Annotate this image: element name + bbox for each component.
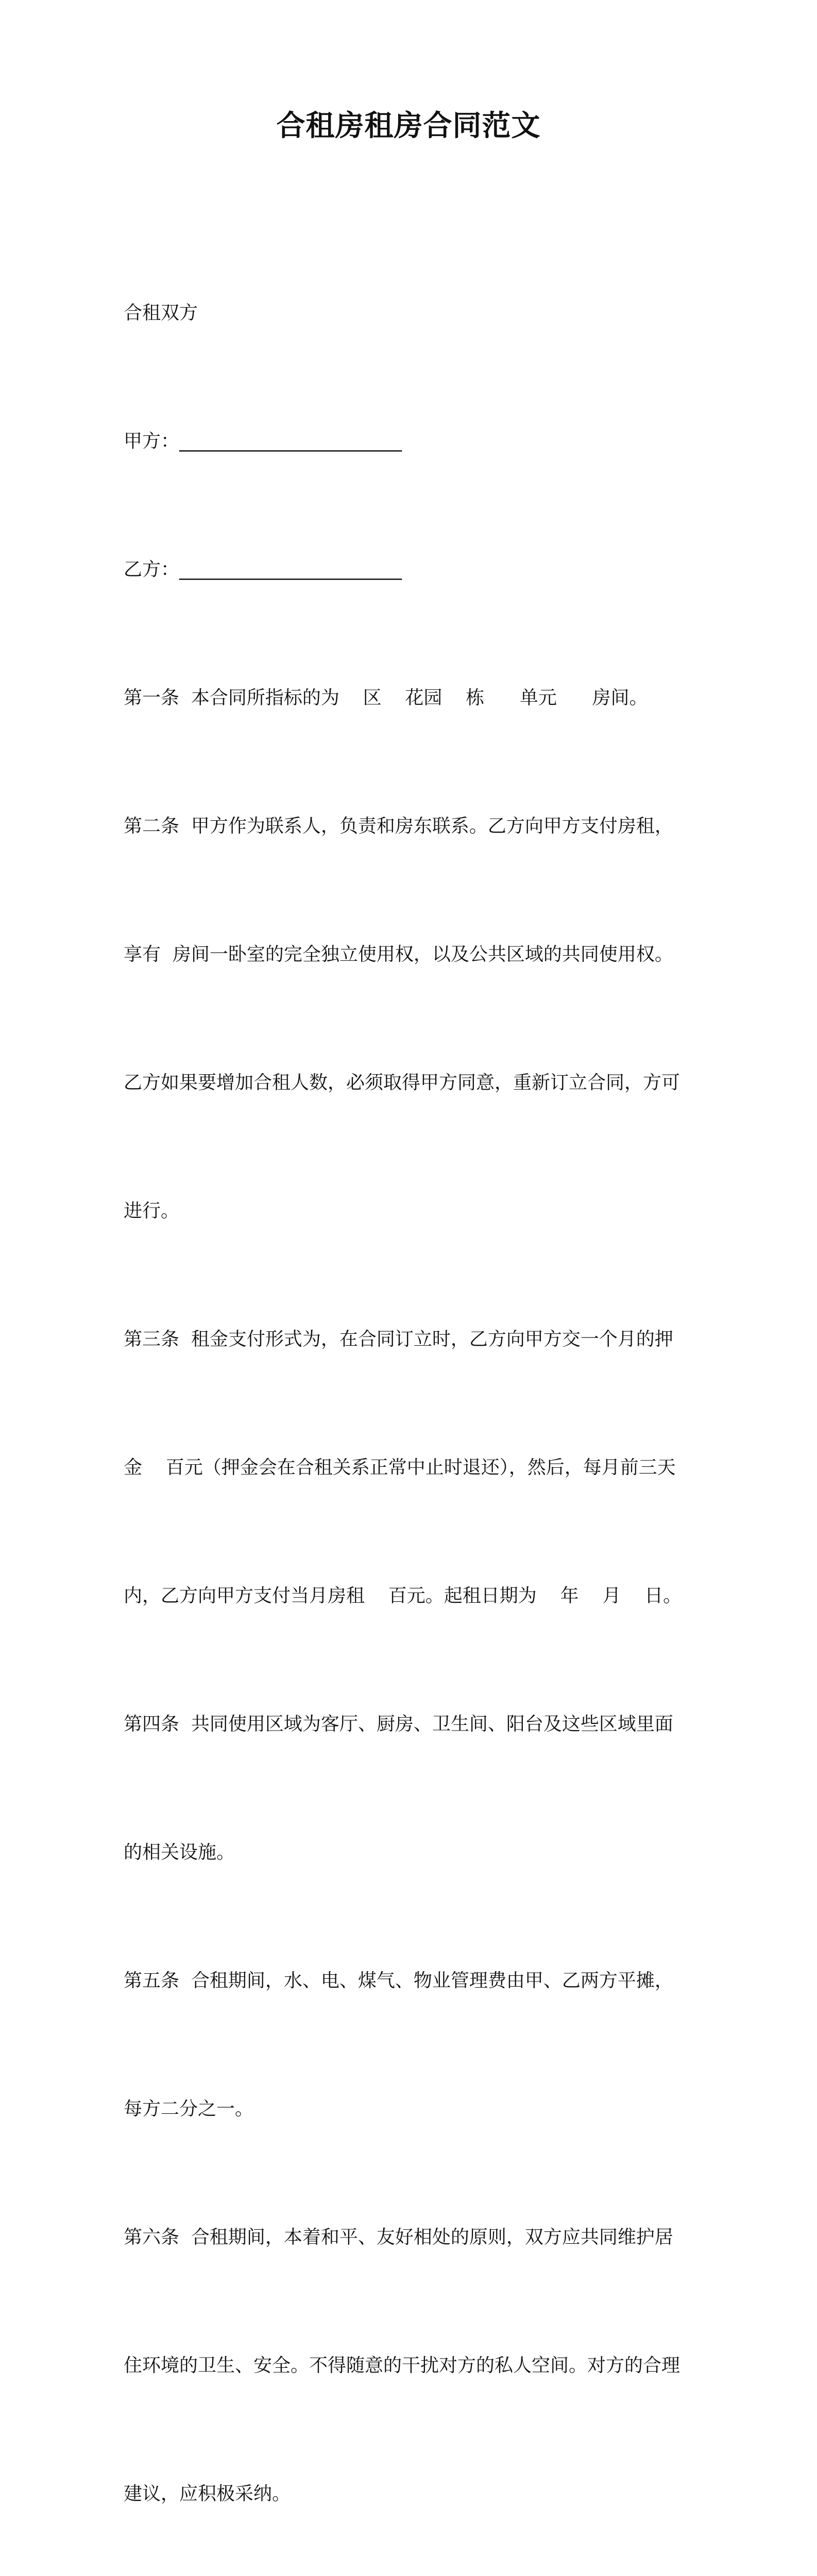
article-4-line-2: 的相关设施。 xyxy=(124,1842,235,1863)
parties-heading: 合租双方 xyxy=(124,302,198,324)
article-5-line-2: 每方二分之一。 xyxy=(124,2098,254,2120)
article-6-line-1: 第六条 合租期间，本着和平、友好相处的原则，双方应共同维护居 xyxy=(124,2227,673,2248)
article-5-line-1: 第五条 合租期间，水、电、煤气、物业管理费由甲、乙两方平摊， xyxy=(124,1970,673,1991)
article-1-line-1: 第一条 本合同所指标的为 区 花园 栋 单元 房间。 xyxy=(124,687,648,708)
article-4-line-1: 第四条 共同使用区域为客厅、厨房、卫生间、阳台及这些区域里面 xyxy=(124,1714,673,1735)
article-2-line-3: 乙方如果要增加合租人数，必须取得甲方同意，重新订立合同，方可 xyxy=(124,1072,680,1093)
document-body xyxy=(124,206,706,2576)
article-3-line-3: 内，乙方向甲方支付当月房租 百元。起租日期为 年 月 日。 xyxy=(124,1585,682,1606)
document-title: 合租房租房合同范文 xyxy=(276,109,541,143)
article-3-line-2: 金 百元（押金会在合租关系正常中止时退还），然后，每月前三天 xyxy=(124,1457,676,1478)
article-6-line-3: 建议，应积极采纳。 xyxy=(124,2483,291,2504)
article-6-line-2: 住环境的卫生、安全。不得随意的干扰对方的私人空间。对方的合理 xyxy=(124,2355,680,2376)
party-a-line: 甲方：________________________ xyxy=(124,431,402,452)
article-2-line-2: 享有 房间一卧室的完全独立使用权，以及公共区域的共同使用权。 xyxy=(124,944,673,965)
article-2-line-1: 第二条 甲方作为联系人，负责和房东联系。乙方向甲方支付房租， xyxy=(124,816,673,837)
party-b-line: 乙方：________________________ xyxy=(124,559,402,580)
article-2-line-4: 进行。 xyxy=(124,1200,180,1222)
article-3-line-1: 第三条 租金支付形式为，在合同订立时，乙方向甲方交一个月的押 xyxy=(124,1329,673,1350)
